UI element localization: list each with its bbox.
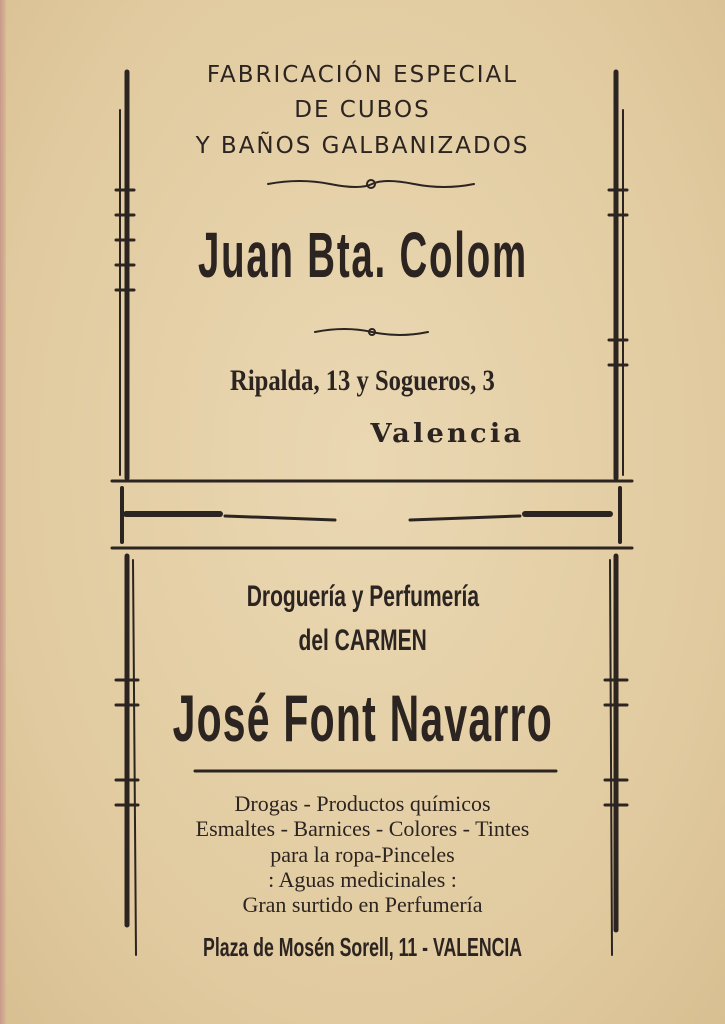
product-line: Drogas - Productos químicos [234,791,491,816]
product-line: para la ropa-Pinceles [270,842,455,867]
top-ad-city-wrap [85,419,725,449]
bottom-ad-address: Plaza de Mosén Sorell, 11 - VALENCIA [203,932,522,962]
bottom-ad-line2-wrap [0,624,725,658]
bottom-ad-line1-wrap [0,580,725,614]
bottom-ad-line2: del CARMEN [298,624,427,657]
product-line: Gran surtido en Perfumería [242,892,483,917]
product-line: Esmaltes - Barnices - Colores - Tintes [195,816,530,841]
bottom-ad-name: José Font Navarro [172,681,553,755]
top-ad-address: Ripalda, 13 y Sogueros, 3 [230,364,495,397]
bottom-ad-line1: Droguería y Perfumería [246,580,479,613]
top-ad-address-wrap [0,364,725,398]
top-ad-line2: DE CUBOS [294,97,431,123]
top-ad-city: Valencia [370,419,525,449]
top-ad-line3: Y BAÑOS GALBANIZADOS [195,133,530,159]
top-ad-line1: FABRICACIÓN ESPECIAL [206,62,519,88]
bottom-ad-address-wrap [0,932,725,963]
bottom-ad-name-wrap [0,680,725,756]
product-line: : Aguas medicinales : [268,867,457,892]
top-ad-name: Juan Bta. Colom [197,219,528,291]
top-ad-name-wrap [0,218,725,292]
